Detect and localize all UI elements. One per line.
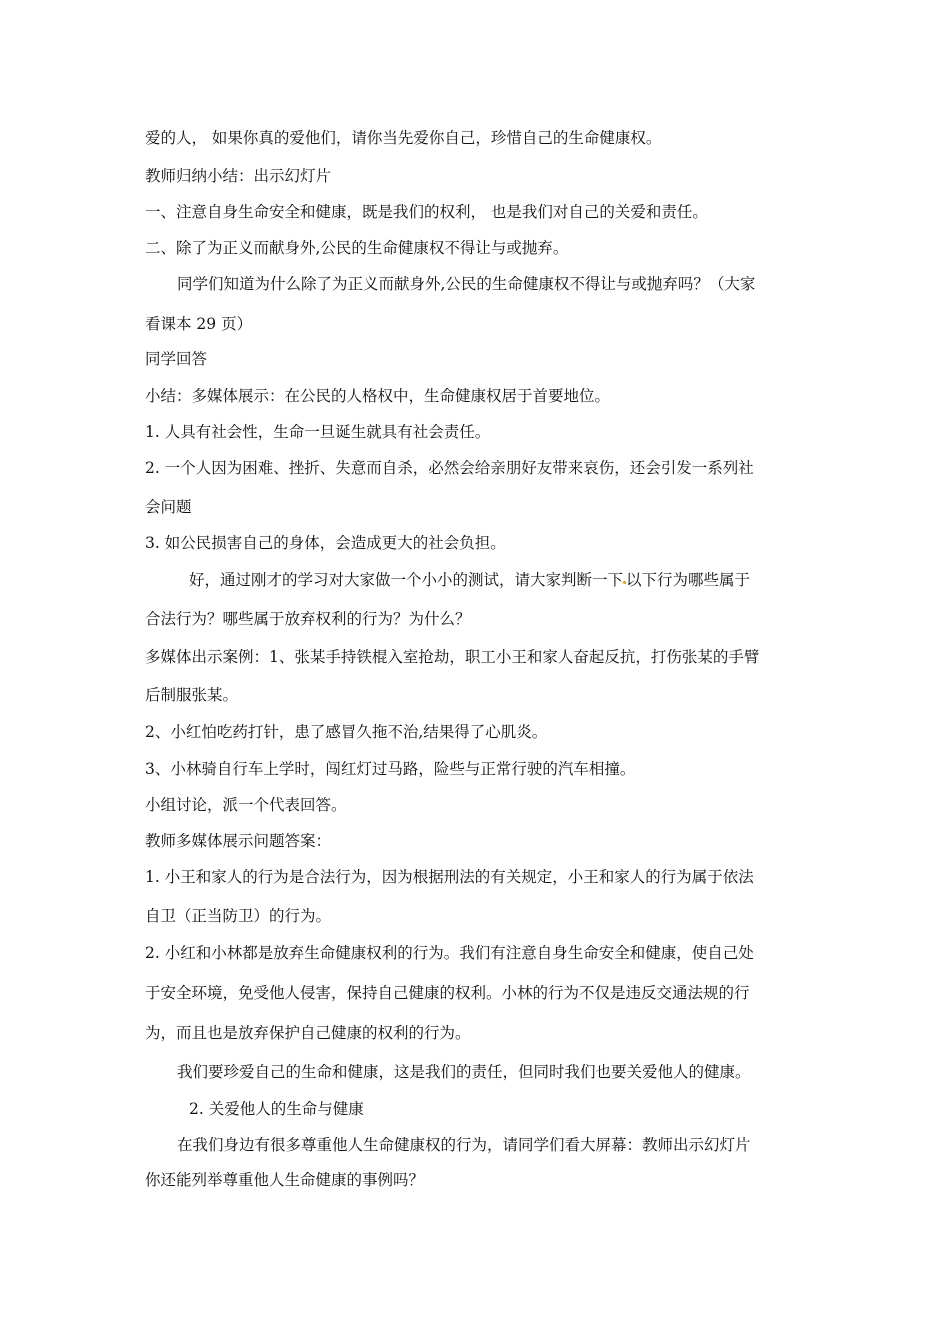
paragraph-text: 小组讨论，派一个代表回答。 [145, 796, 347, 814]
list-item: 1. 人具有社会性，生命一旦诞生就具有社会责任。 [145, 423, 491, 441]
paragraph-text: 同学们知道为什么除了为正义而献身外,公民的生命健康权不得让与或抛弃吗？（大家 [177, 275, 756, 293]
paragraph-text: 我们要珍爱自己的生命和健康，这是我们的责任，但同时我们也要关爱他人的健康。 [177, 1063, 751, 1081]
paragraph-text: 于安全环境，免受他人侵害，保持自己健康的权利。小林的行为不仅是违反交通法规的行 [145, 984, 750, 1002]
paragraph-text: 在我们身边有很多尊重他人生命健康权的行为，请同学们看大屏幕：教师出示幻灯片 [177, 1136, 751, 1154]
paragraph-text: 教师多媒体展示问题答案： [145, 832, 332, 850]
paragraph-text: 为，而且也是放弃保护自己健康的权利的行为。 [145, 1024, 471, 1042]
paragraph-text: 二、除了为正义而献身外,公民的生命健康权不得让与或抛弃。 [145, 239, 569, 257]
paragraph-text: 一、注意自身生命安全和健康，既是我们的权利， 也是我们对自己的关爱和责任。 [145, 203, 708, 221]
paragraph-text: 看课本 29 页） [145, 315, 253, 333]
list-item: 1. 小王和家人的行为是合法行为，因为根据刑法的有关规定，小王和家人的行为属于依法 [145, 868, 754, 886]
paragraph-text: 后制服张某。 [145, 686, 239, 704]
paragraph-text: 会问题 [145, 498, 192, 516]
paragraph-text: 多媒体出示案例：1、张某手持铁棍入室抢劫，职工小王和家人奋起反抗，打伤张某的手臂 [145, 648, 760, 666]
list-item: 2. 一个人因为困难、挫折、失意而自杀，必然会给亲朋好友带来哀伤，还会引发一系列社 [145, 459, 754, 477]
list-item: 3、小林骑自行车上学时，闯红灯过马路，险些与正常行驶的汽车相撞。 [145, 760, 636, 778]
paragraph-text: 小结：多媒体展示：在公民的人格权中，生命健康权居于首要地位。 [145, 387, 611, 405]
paragraph-text: 爱的人， 如果你真的爱他们，请你当先爱你自己，珍惜自己的生命健康权。 [145, 129, 662, 147]
paragraph-text-part: 好，通过刚才的学习对大家做一个小小的测试，请大家判断一下 [189, 571, 624, 589]
list-item: 2. 小红和小林都是放弃生命健康权利的行为。我们有注意自身生命安全和健康，使自己处 [145, 944, 754, 962]
paragraph-text: 教师归纳小结：出示幻灯片 [145, 167, 332, 185]
paragraph-text: 自卫（正当防卫）的行为。 [145, 907, 332, 925]
list-item: 3. 如公民损害自己的身体，会造成更大的社会负担。 [145, 534, 506, 552]
paragraph-text: 你还能列举尊重他人生命健康的事例吗？ [145, 1171, 425, 1189]
paragraph-text-part: 以下行为哪些属于 [626, 571, 751, 589]
paragraph-text: 合法行为？哪些属于放弃权利的行为？为什么？ [145, 610, 471, 628]
paragraph-text [189, 570, 750, 590]
section-heading: 2. 关爱他人的生命与健康 [189, 1100, 364, 1118]
list-item: 2、小红怕吃药打针，患了感冒久拖不治,结果得了心肌炎。 [145, 723, 548, 741]
paragraph-text: 同学回答 [145, 350, 208, 368]
